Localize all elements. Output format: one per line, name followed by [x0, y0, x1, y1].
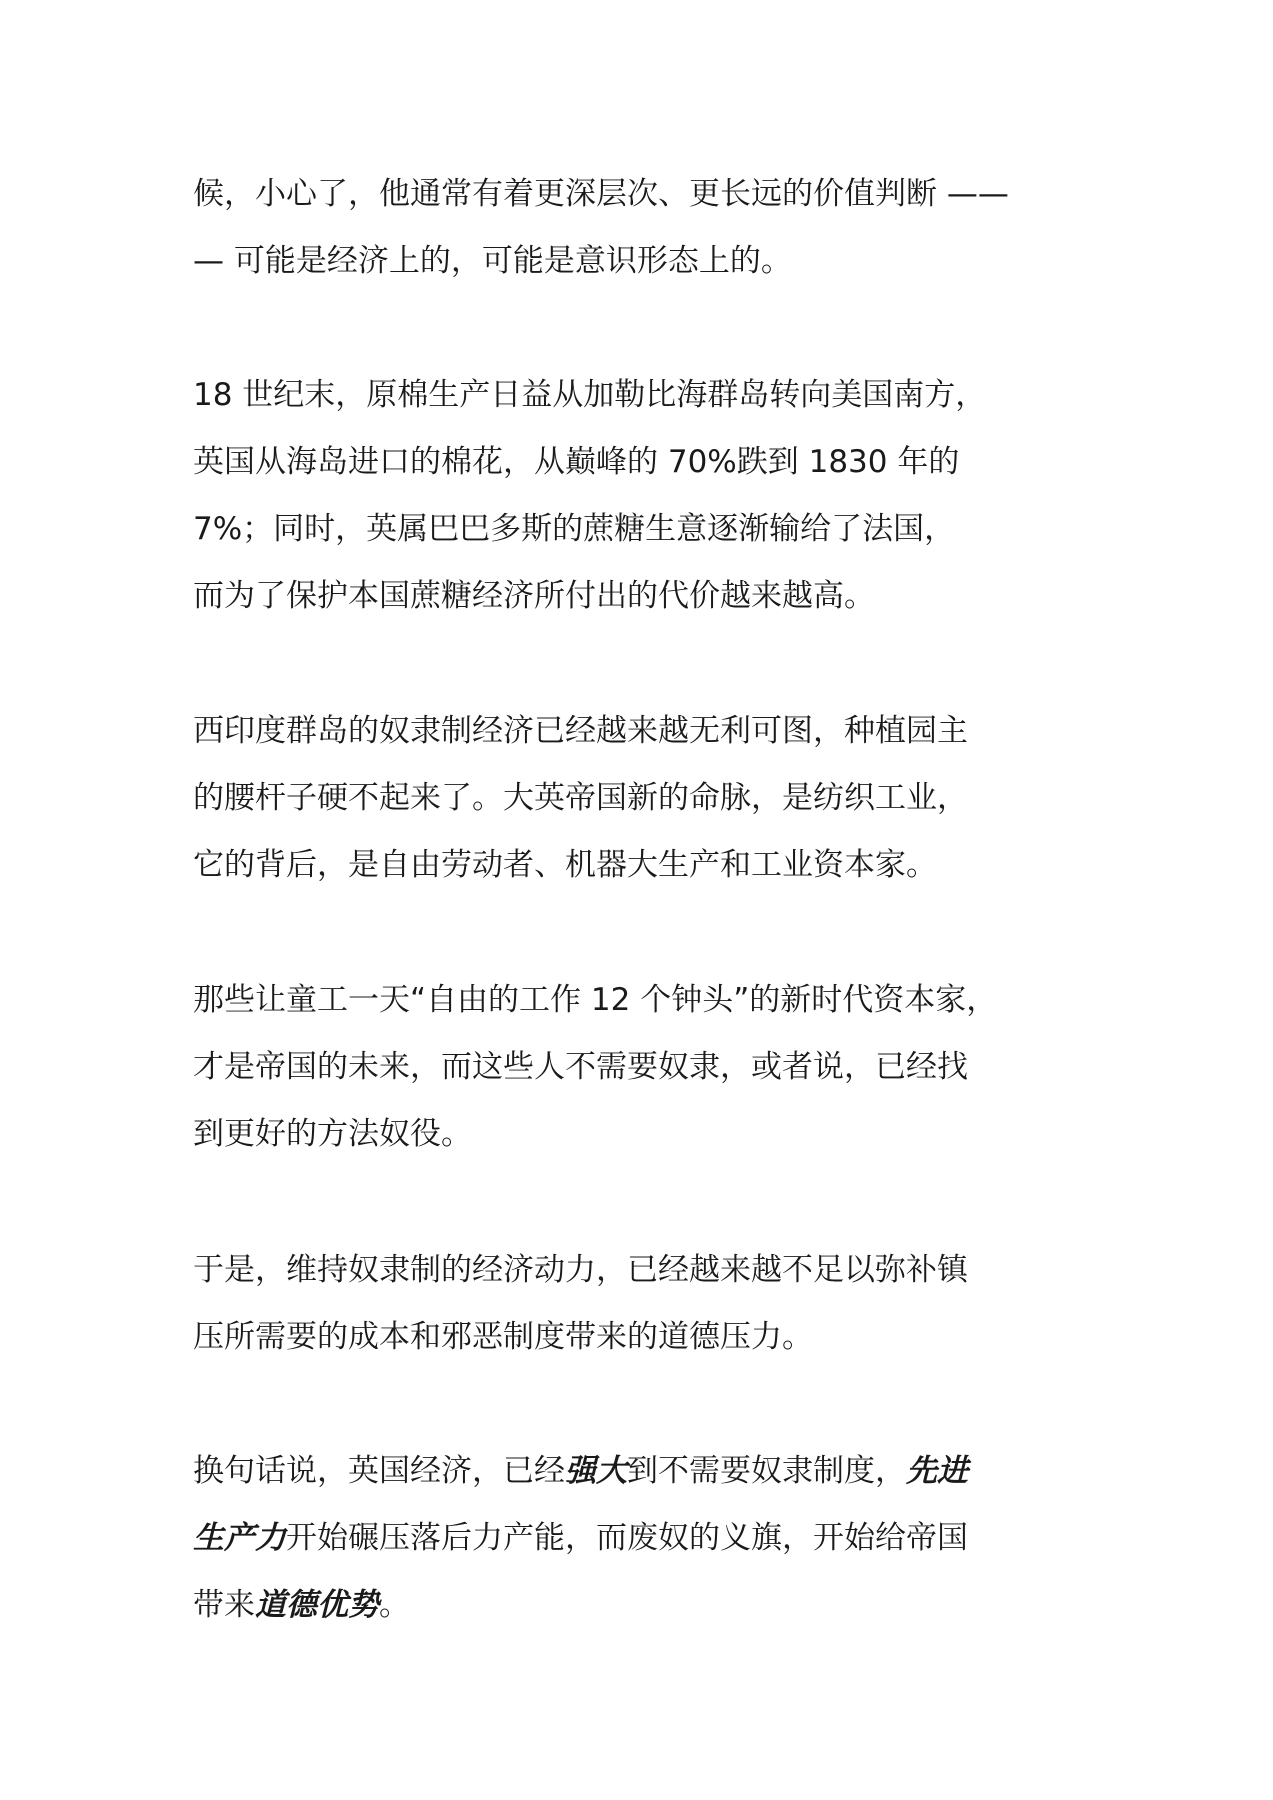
text-segment: 那些让童工一天“自由的工作 12 个钟头”的新时代资本家， [193, 982, 998, 1018]
emphasis-text: 强大 [565, 1453, 627, 1489]
paragraph-2 [193, 362, 1093, 630]
text-segment: 换句话说，英国经济，已经 [193, 1453, 565, 1489]
text-segment: 于是，维持奴隶制的经济动力，已经越来越不足以弥补镇 [193, 1252, 968, 1288]
text-line [193, 1505, 1093, 1572]
text-line [193, 1237, 1093, 1304]
emphasis-text: 生产力 [193, 1520, 286, 1556]
text-segment: 候，小心了，他通常有着更深层次、更长远的价值判断 —— [193, 176, 1009, 212]
text-line [193, 698, 1093, 765]
paragraph-3 [193, 698, 1093, 899]
text-segment: 才是帝国的未来，而这些人不需要奴隶，或者说，已经找 [193, 1049, 968, 1085]
text-segment: 带来 [193, 1587, 255, 1623]
paragraph-1 [193, 161, 1093, 295]
text-segment: — 可能是经济上的，可能是意识形态上的。 [193, 243, 792, 279]
paragraph-5 [193, 1237, 1093, 1371]
text-line [193, 832, 1093, 899]
text-segment: 18 世纪末，原棉生产日益从加勒比海群岛转向美国南方， [193, 377, 987, 413]
text-segment: 它的背后，是自由劳动者、机器大生产和工业资本家。 [193, 847, 937, 883]
paragraph-4 [193, 967, 1093, 1168]
text-segment: 而为了保护本国蔗糖经济所付出的代价越来越高。 [193, 578, 875, 614]
text-segment: 。 [379, 1587, 410, 1623]
text-line [193, 161, 1093, 228]
text-segment: 压所需要的成本和邪恶制度带来的道德压力。 [193, 1319, 813, 1355]
text-line [193, 1101, 1093, 1168]
text-segment: 西印度群岛的奴隶制经济已经越来越无利可图，种植园主 [193, 713, 968, 749]
text-line [193, 362, 1093, 429]
text-line [193, 496, 1093, 563]
text-line [193, 967, 1093, 1034]
text-line [193, 228, 1093, 295]
text-segment: 英国从海岛进口的棉花，从巅峰的 70%跌到 1830 年的 [193, 444, 960, 480]
text-line [193, 765, 1093, 832]
text-line [193, 1034, 1093, 1101]
emphasis-text: 先进 [906, 1453, 968, 1489]
text-segment: 7%；同时，英属巴巴多斯的蔗糖生意逐渐输给了法国， [193, 511, 956, 547]
text-line [193, 1304, 1093, 1371]
text-segment: 到更好的方法奴役。 [193, 1116, 472, 1152]
text-segment: 到不需要奴隶制度， [627, 1453, 906, 1489]
text-segment: 开始碾压落后力产能，而废奴的义旗，开始给帝国 [286, 1520, 968, 1556]
paragraph-6 [193, 1438, 1093, 1639]
emphasis-text: 道德优势 [255, 1587, 379, 1623]
text-line [193, 429, 1093, 496]
text-line [193, 1438, 1093, 1505]
text-line [193, 1572, 1093, 1639]
text-line [193, 563, 1093, 630]
text-segment: 的腰杆子硬不起来了。大英帝国新的命脉，是纺织工业， [193, 780, 968, 816]
